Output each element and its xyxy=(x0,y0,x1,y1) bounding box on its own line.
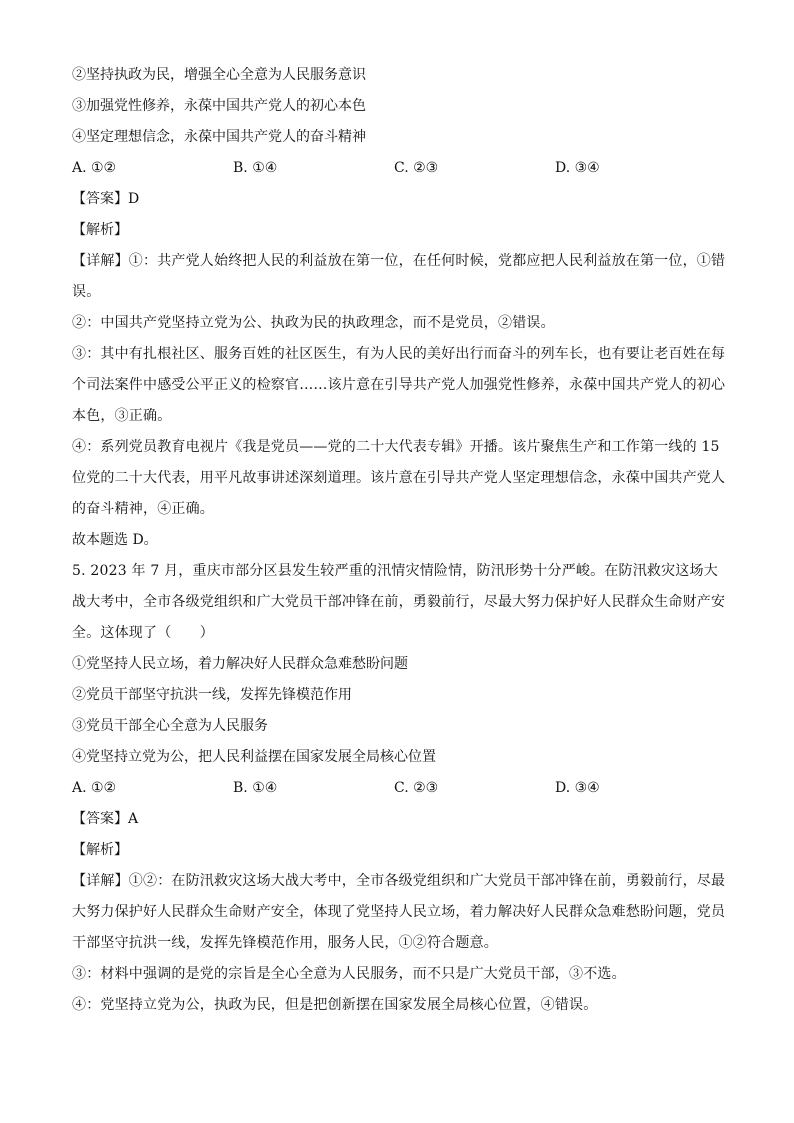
q5-answer: 【答案】A xyxy=(72,811,139,827)
q4-item-2: ②坚持执政为民，增强全心全意为人民服务意识 xyxy=(72,67,366,83)
q4-option-b: B. ①④ xyxy=(233,160,278,176)
q4-detail-2: ②：中国共产党坚持立党为公、执政为民的执政理念，而不是党员，②错误。 xyxy=(72,315,555,331)
q5-detail-3: ④：党坚持立党为公，执政为民，但是把创新摆在国家发展全局核心位置，④错误。 xyxy=(72,997,598,1013)
q5-item-3: ③党员干部全心全意为人民服务 xyxy=(72,718,268,734)
q5-options xyxy=(72,773,732,804)
q4-option-c: C. ②③ xyxy=(394,160,439,176)
q5-option-b: B. ①④ xyxy=(233,780,278,796)
q4-detail-4: ④：系列党员教育电视片《我是党员——党的二十大代表专辑》开播。该片聚焦生产和工作第一线的 15 位党的二十大代表，用平凡故事讲述深刻道理。该片意在引导共产党人坚定理想信念，永葆中国共产党人的奋斗精神，④正确。 xyxy=(72,439,726,517)
q4-analysis-label: 【解析】 xyxy=(72,222,128,238)
q5-analysis-label: 【解析】 xyxy=(72,842,128,858)
q4-item-3: ③加强党性修养，永葆中国共产党人的初心本色 xyxy=(72,98,366,114)
q4-answer: 【答案】D xyxy=(72,191,140,207)
q4-conclusion: 故本题选 D。 xyxy=(72,532,158,548)
q5-option-d: D. ③④ xyxy=(555,780,600,796)
q5-item-2: ②党员干部坚守抗洪一线，发挥先锋模范作用 xyxy=(72,687,352,703)
q5-detail-1: 【详解】①②：在防汛救灾这场大战大考中，全市各级党组织和广大党员干部冲锋在前，勇毅前行，尽最大努力保护好人民群众生命财产安全，体现了党坚持人民立场，着力解决好人民群众急难愁盼问题，党员干部坚守抗洪一线，发挥先锋模范作用，服务人民，①②符合题意。 xyxy=(72,873,726,951)
q4-detail-3: ③：其中有扎根社区、服务百姓的社区医生，有为人民的美好出行而奋斗的列车长，也有要让老百姓在每个司法案件中感受公平正义的检察官……该片意在引导共产党人加强党性修养，永葆中国共产党人的初心本色，③正确。 xyxy=(72,346,726,424)
q4-options xyxy=(72,153,732,184)
q5-detail-2: ③：材料中强调的是党的宗旨是全心全意为人民服务，而不只是广大党员干部，③不选。 xyxy=(72,966,626,982)
q4-option-d: D. ③④ xyxy=(555,160,600,176)
q4-item-4: ④坚定理想信念，永葆中国共产党人的奋斗精神 xyxy=(72,129,366,145)
q4-option-a: A. ①② xyxy=(72,160,117,176)
q5-option-c: C. ②③ xyxy=(394,780,439,796)
q5-item-1: ①党坚持人民立场，着力解决好人民群众急难愁盼问题 xyxy=(72,656,408,672)
q5-option-a: A. ①② xyxy=(72,780,117,796)
document-page xyxy=(72,60,732,1021)
q5-item-4: ④党坚持立党为公，把人民利益摆在国家发展全局核心位置 xyxy=(72,749,436,765)
q4-detail-1: 【详解】①：共产党人始终把人民的利益放在第一位，在任何时候，党都应把人民利益放在第一位，①错误。 xyxy=(72,253,726,300)
q5-stem: 5. 2023 年 7 月，重庆市部分区县发生较严重的汛情灾情险情，防汛形势十分严峻。在防汛救灾这场大战大考中，全市各级党组织和广大党员干部冲锋在前，勇毅前行，尽最大努力保护好人民群众生命财产安全。这体现了（ ） xyxy=(72,563,726,641)
